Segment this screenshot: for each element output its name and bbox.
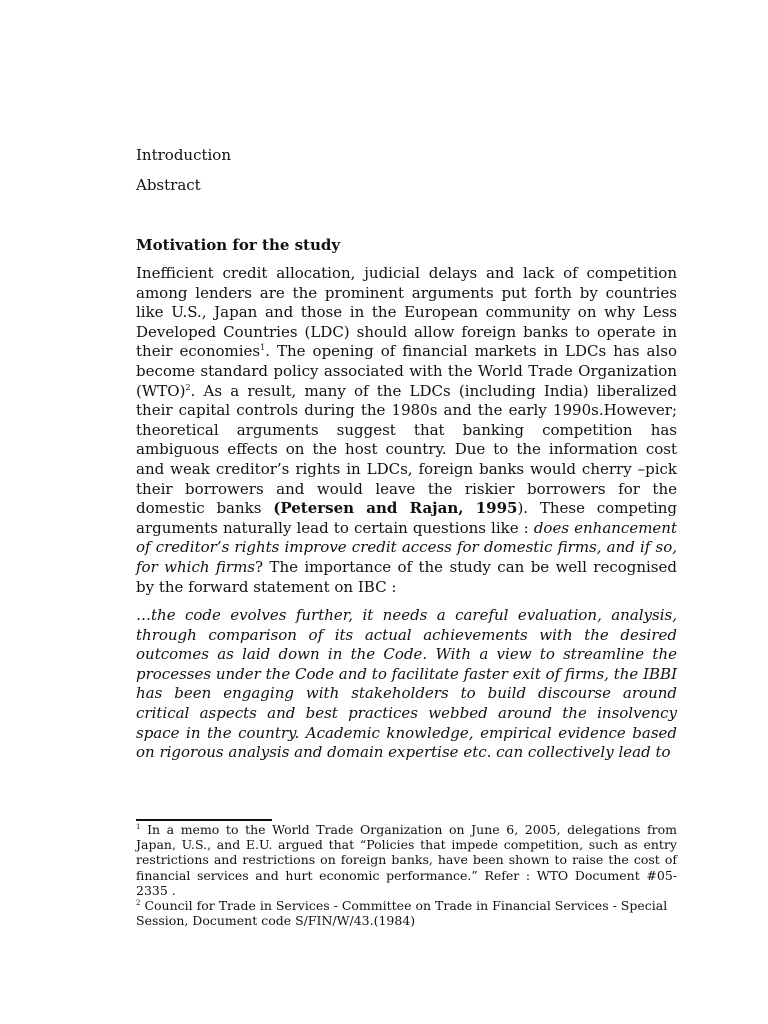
footnote-2	[136, 898, 677, 928]
para-text-1: Inefficient credit allocation, judicial delays and lack of competition among lenders are the prominent arguments put forth by countries like U.S., Japan and those in the European community on why Less Developed Countries (LDC) should allow foreign banks to operate in their economies	[136, 264, 677, 361]
para-text-4: ). These competing arguments naturally lead to certain questions like :	[136, 499, 678, 537]
para-text-5: ? The importance of the study can be well recognised by the forward statement on IBC :	[136, 557, 677, 596]
citation-petersen-rajan: (Petersen and Rajan, 1995	[273, 499, 518, 518]
heading-abstract: Abstract	[136, 176, 201, 194]
footnote-1-text: In a memo to the World Trade Organization on June 6, 2005, delegations from Japan, U.S., and E.U. argued that “Policies that impede competition, such as entry restrictions and restrictions on foreign banks, have been shown to raise the cost of financial services and hurt economic performance.” Refer : WTO Document #05-2335 .	[136, 822, 677, 898]
footnote-1-mark: 1	[136, 822, 141, 831]
footnote-2-mark: 2	[136, 898, 141, 907]
footnote-ref-1: 1	[260, 343, 266, 353]
para-text-2: . The opening of financial markets in LDCs has also become standard policy associated with the World Trade Organization (WTO)	[136, 342, 677, 400]
ibc-quote-paragraph: …the code evolves further, it needs a careful evaluation, analysis, through comparison of its actual achievements with the desired outcomes as laid down in the Code. With a view to streamline the processes under the Code and to facilitate faster exit of firms, the IBBI has been engaging with stakeholders to build discourse around critical aspects and best practices webbed around the insolvency space in the country. Academic knowledge, empirical evidence based on rigorous analysis and domain expertise etc. can collectively lead to	[136, 606, 677, 762]
footnote-separator	[136, 819, 272, 821]
footnote-ref-2: 2	[185, 382, 191, 392]
para-text-3: . As a result, many of the LDCs (including India) liberalized their capital controls during the 1980s and the early 1990s.However; theoretical arguments suggest that banking competition has ambiguous effects on the host country. Due to the information cost and weak creditor’s rights in LDCs, foreign banks would cherry –pick their borrowers and would leave the riskier borrowers for the domestic banks	[136, 381, 677, 518]
footnote-1	[136, 822, 677, 898]
motivation-paragraph	[136, 264, 677, 597]
research-question: does enhancement of creditor’s rights improve credit access for domestic firms, and if so, for which firms	[136, 518, 677, 576]
heading-introduction: Introduction	[136, 146, 231, 164]
heading-motivation: Motivation for the study	[136, 236, 341, 254]
footnote-2-text: Council for Trade in Services - Committee on Trade in Financial Services - Special Session, Document code S/FIN/W/43.(1984)	[136, 898, 668, 929]
